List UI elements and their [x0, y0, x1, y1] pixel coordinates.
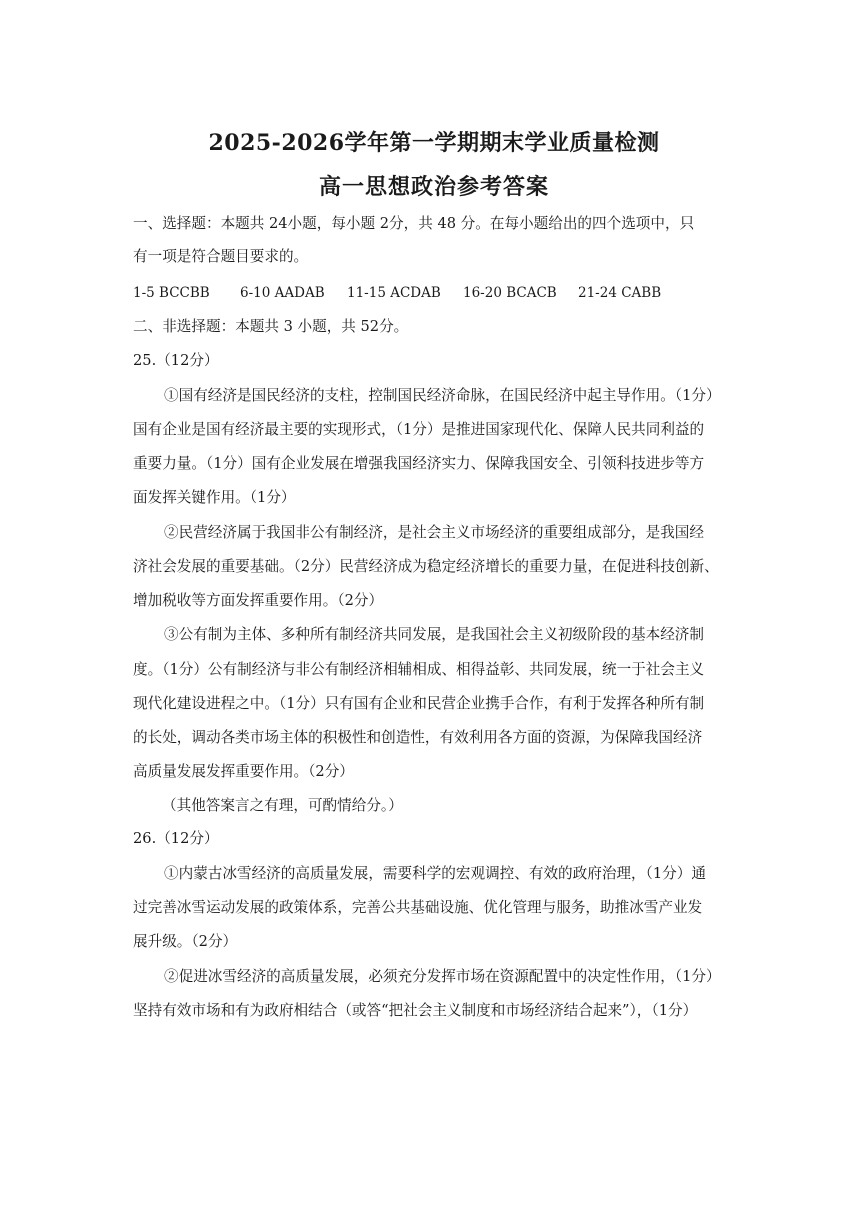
section2-heading: 二、非选择题：本题共 3 小题，共 52分。: [133, 318, 409, 335]
q26-paragraph2-line: 坚持有效市场和有为政府相结合（或答“把社会主义制度和市场经济结合起来”），（1分）: [133, 1002, 698, 1019]
answer-group: 11-15 ACDAB: [347, 285, 441, 301]
q25-paragraph2-line: 济社会发展的重要基础。（2分）民营经济成为稳定经济增长的重要力量，在促进科技创新、: [133, 558, 719, 575]
q26-paragraph1-line: ①内蒙古冰雪经济的高质量发展，需要科学的宏观调控、有效的政府治理，（1分）通: [164, 865, 706, 882]
q26-paragraph1-line: 过完善冰雪运动发展的政策体系，完善公共基础设施、优化管理与服务，助推冰雪产业发: [133, 899, 703, 916]
q25-paragraph1-line: 重要力量。（1分）国有企业发展在增强我国经济实力、保障我国安全、引领科技进步等方: [133, 455, 705, 472]
document-subtitle: 高一思想政治参考答案: [318, 174, 549, 200]
question-25-label: 25.（12分）: [133, 352, 219, 369]
answer-group: 6-10 AADAB: [240, 285, 325, 301]
section1-heading-line2: 有一项是符合题目要求的。: [133, 248, 309, 265]
section1-heading-line1: 一、选择题：本题共 24小题，每小题 2分，共 48 分。在每小题给出的四个选项中，只: [133, 215, 695, 232]
q25-paragraph3-line: 的长处，调动各类市场主体的积极性和创造性，有效利用各方面的资源，为保障我国经济: [133, 729, 703, 746]
q25-paragraph2-line: 增加税收等方面发挥重要作用。（2分）: [133, 592, 384, 609]
q26-paragraph2-line: ②促进冰雪经济的高质量发展，必须充分发挥市场在资源配置中的决定性作用，（1分）: [164, 968, 721, 985]
q25-paragraph1-line: 面发挥关键作用。（1分）: [133, 489, 296, 506]
q25-paragraph3-line: 现代化建设进程之中。（1分）只有国有企业和民营企业携手合作，有利于发挥各种所有制: [133, 695, 705, 712]
q25-paragraph3-line: 高质量发展发挥重要作用。（2分）: [133, 763, 354, 780]
q25-paragraph1-line: 国有企业是国有经济最主要的实现形式，（1分）是推进国家现代化、保障人民共同利益的: [133, 421, 705, 438]
q25-paragraph2-line: ②民营经济属于我国非公有制经济，是社会主义市场经济的重要组成部分，是我国经: [164, 524, 704, 541]
q25-paragraph1-line: ①国有经济是国民经济的支柱，控制国民经济命脉，在国民经济中起主导作用。（1分）: [164, 387, 721, 404]
answer-group: 16-20 BCACB: [463, 285, 557, 301]
q25-paragraph3-line: ③公有制为主体、多种所有制经济共同发展，是我国社会主义初级阶段的基本经济制: [164, 626, 704, 643]
document-title: 2025-2026学年第一学期期末学业质量检测: [208, 130, 660, 156]
q26-paragraph1-line: 展升级。（2分）: [133, 933, 238, 950]
answer-key-row: [133, 283, 737, 303]
answer-group: 21-24 CABB: [578, 285, 662, 301]
q25-note: （其他答案言之有理，可酌情给分。）: [162, 797, 403, 814]
question-26-label: 26.（12分）: [133, 830, 219, 847]
q25-paragraph3-line: 度。（1分）公有制经济与非公有制经济相辅相成、相得益彰、共同发展，统一于社会主义: [133, 661, 705, 678]
answer-group: 1-5 BCCBB: [133, 285, 210, 301]
